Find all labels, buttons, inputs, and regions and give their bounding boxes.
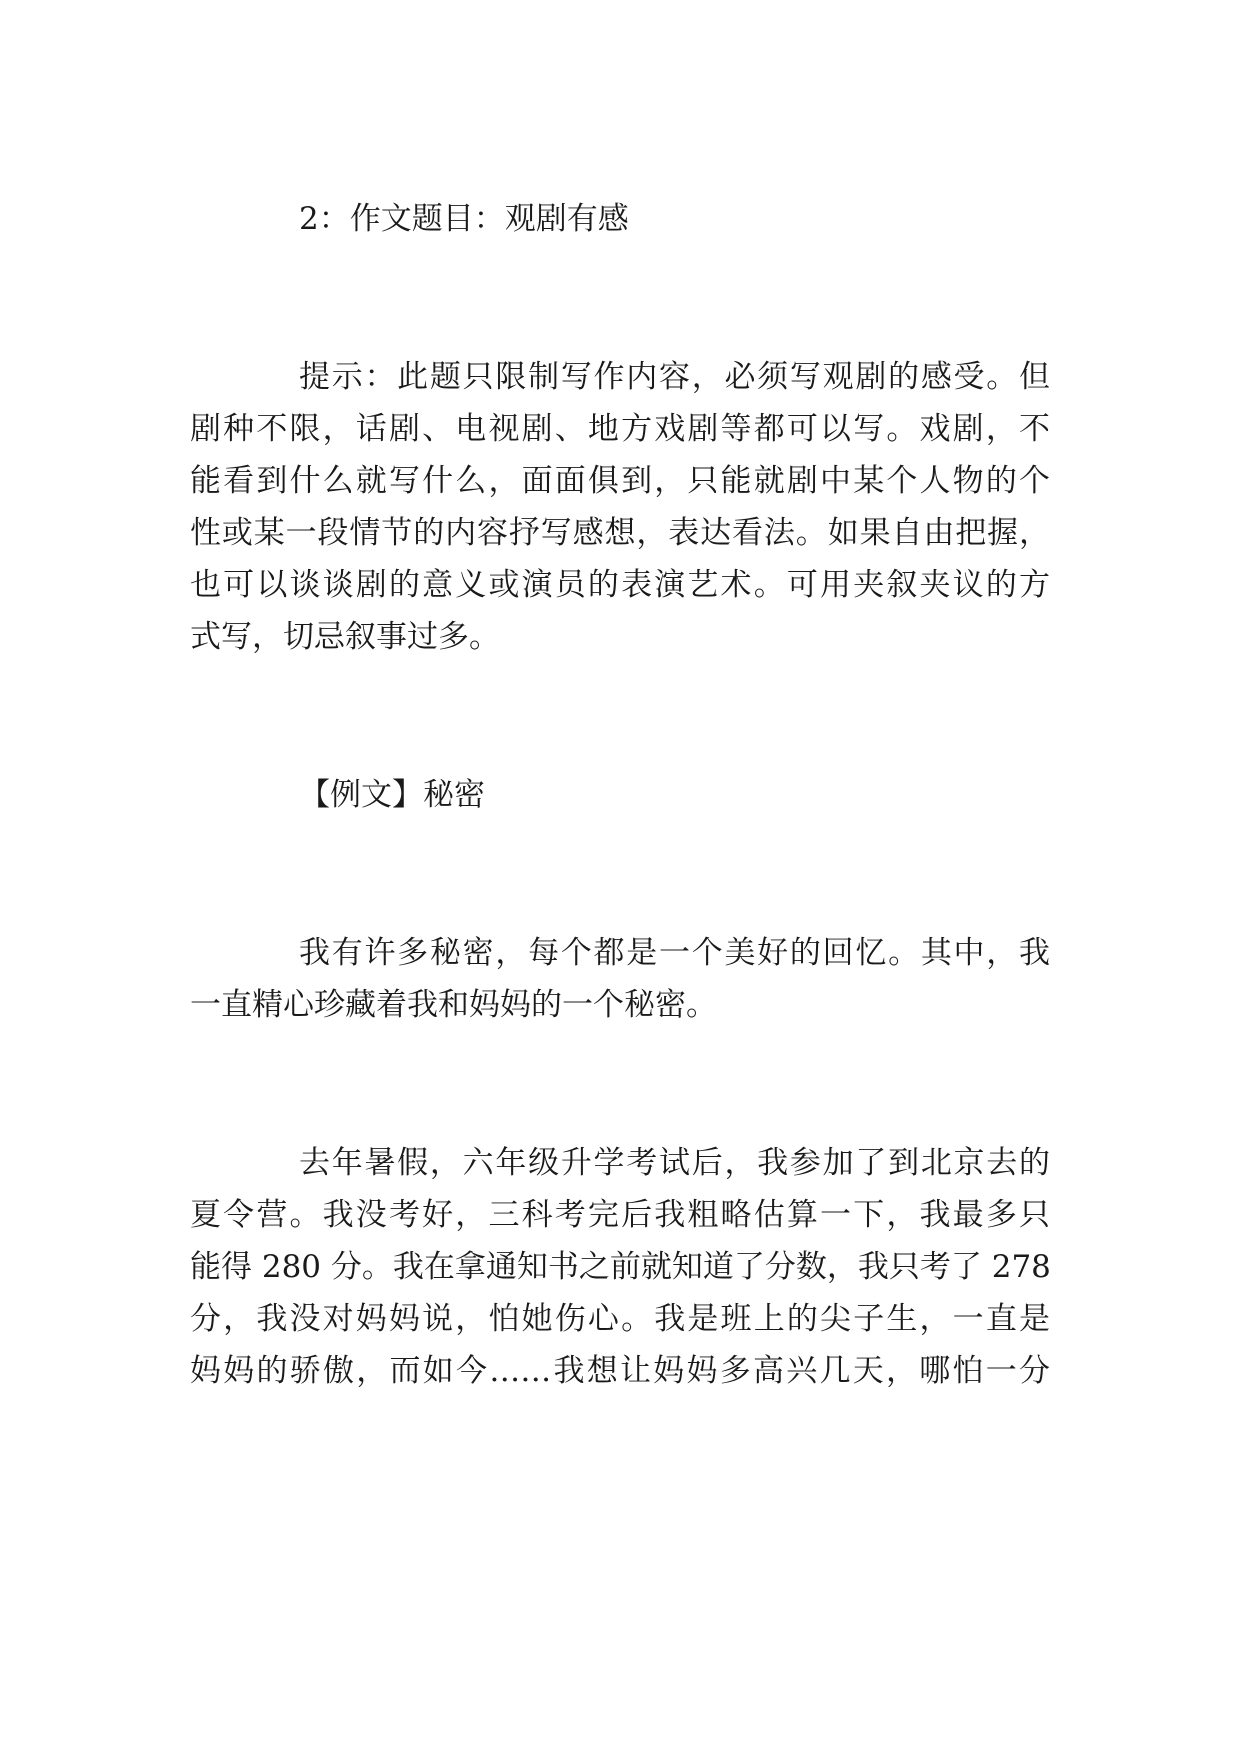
hint-line: 式写，切忌叙事过多。 [190,619,500,655]
hint-line: 能看到什么就写什么，面面俱到，只能就剧中某个人物的个 [190,463,1050,499]
paragraph-line: 分，我没对妈妈说，怕她伤心。我是班上的尖子生，一直是 [190,1301,1050,1337]
paragraph-line: 能得 280 分。我在拿通知书之前就知道了分数，我只考了 278 [190,1249,1051,1285]
paragraph-line: 去年暑假，六年级升学考试后，我参加了到北京去的 [299,1145,1050,1181]
paragraph-line: 妈妈的骄傲，而如今……我想让妈妈多高兴几天，哪怕一分 [190,1353,1050,1389]
topic-heading: 2：作文题目：观剧有感 [299,201,629,237]
hint-line: 也可以谈谈剧的意义或演员的表演艺术。可用夹叙夹议的方 [190,567,1050,603]
hint-line: 提示：此题只限制写作内容，必须写观剧的感受。但 [299,359,1050,395]
example-heading: 【例文】秘密 [299,777,485,813]
hint-line: 剧种不限，话剧、电视剧、地方戏剧等都可以写。戏剧，不 [190,411,1050,447]
paragraph-line: 一直精心珍藏着我和妈妈的一个秘密。 [190,987,717,1023]
paragraph-line: 夏令营。我没考好，三科考完后我粗略估算一下，我最多只 [190,1197,1050,1233]
hint-line: 性或某一段情节的内容抒写感想，表达看法。如果自由把握， [190,515,1050,551]
paragraph-line: 我有许多秘密，每个都是一个美好的回忆。其中，我 [299,935,1050,971]
